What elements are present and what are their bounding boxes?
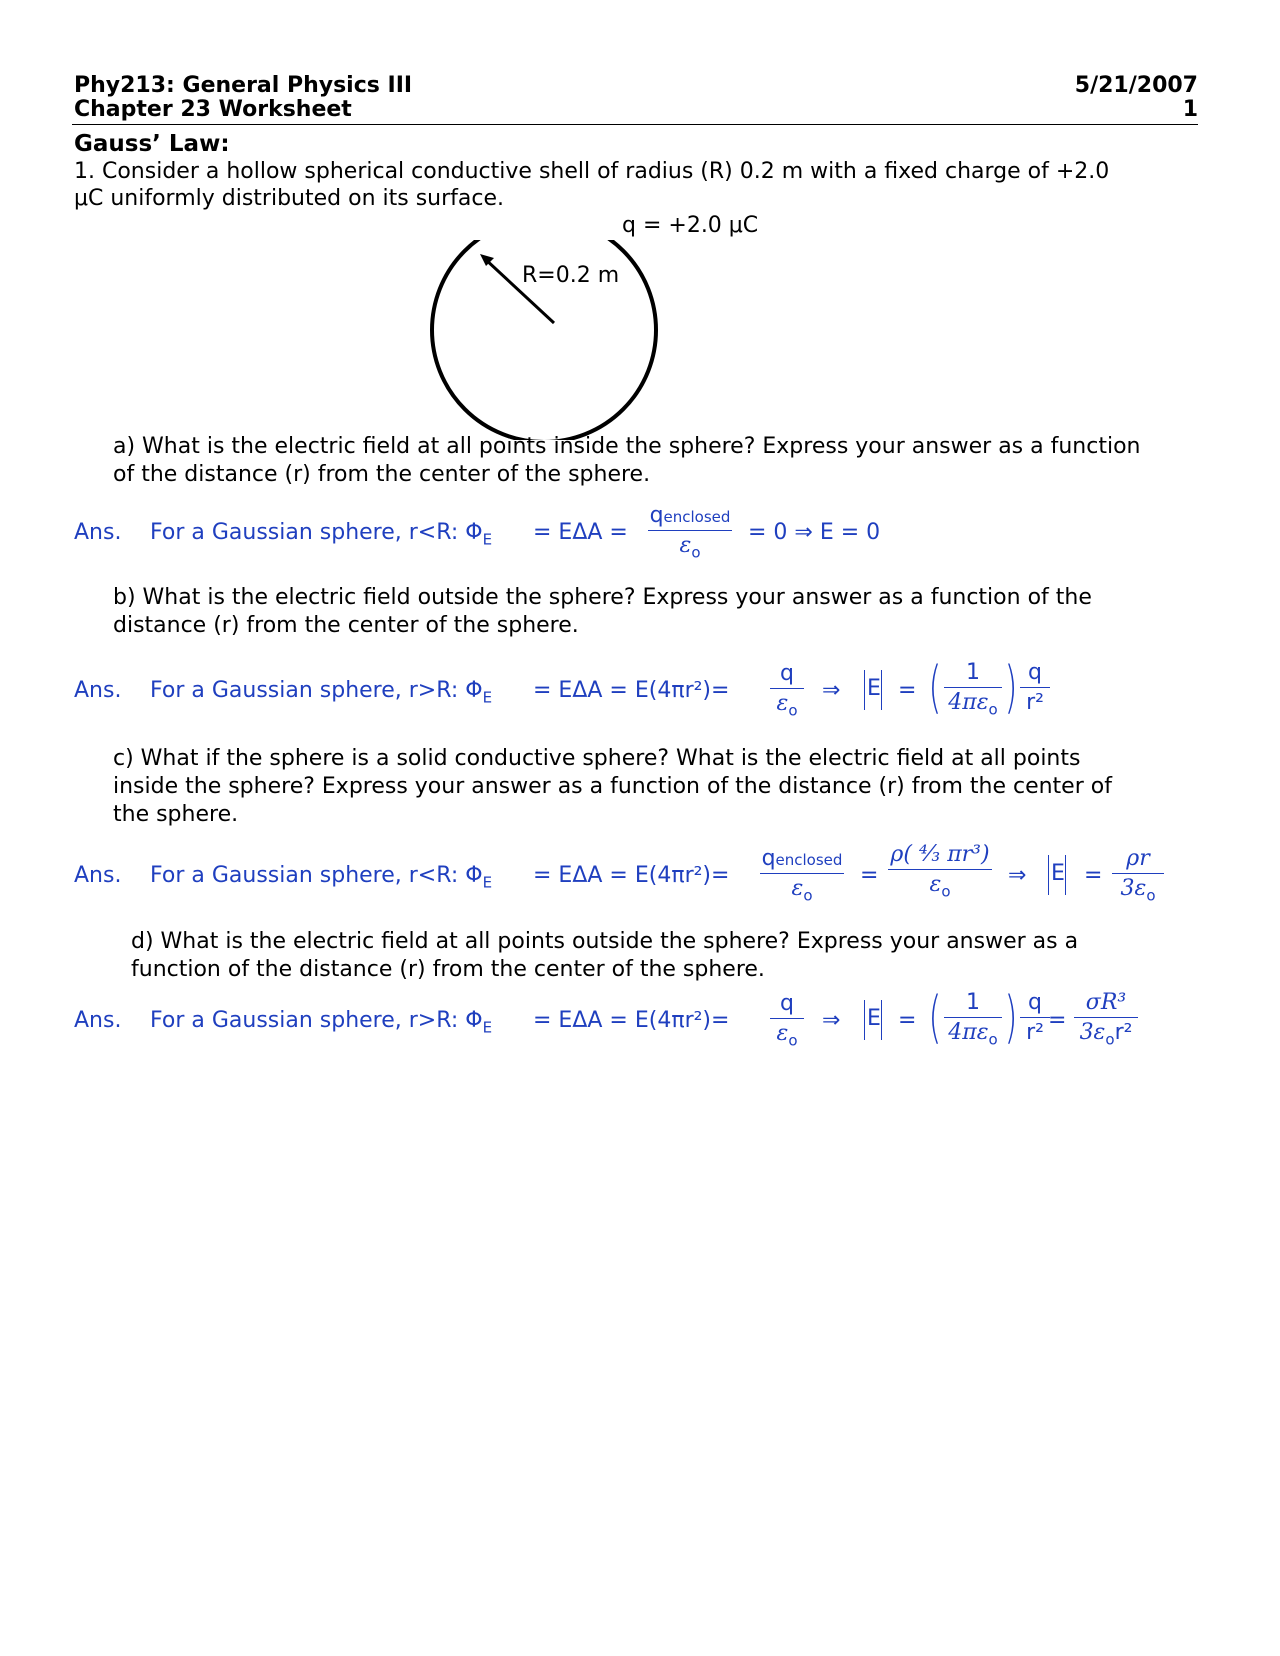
part-a-eq1: = EΔA =	[533, 520, 628, 545]
part-b-arrow: ⇒	[822, 678, 841, 703]
part-c-eqsign: =	[860, 863, 879, 888]
part-d-eqsign: =	[898, 1008, 917, 1033]
part-b-coef-fraction: 1 $4\pi\varepsilon_o$	[944, 660, 1002, 718]
part-d-ans-text: For a Gaussian sphere, r>R: $\Phi_E$	[150, 1008, 493, 1037]
page-number: 1	[1182, 97, 1198, 122]
part-b-question-line1: b) What is the electric field outside the sphere? Express your answer as a function of the	[113, 585, 1092, 610]
part-d-paren-left: (	[928, 985, 942, 1050]
part-d-question-line1: d) What is the electric field at all points outside the sphere? Express your answer as a	[131, 929, 1079, 954]
radius-label: R=0.2 m	[522, 263, 620, 288]
part-b-eqsign: =	[898, 678, 917, 703]
part-d-arrow: ⇒	[822, 1008, 841, 1033]
part-a-eq2: = 0 ⇒ E = 0	[748, 520, 881, 545]
part-b-E: E	[867, 676, 881, 701]
problem-intro-line2: μC uniformly distributed on its surface.	[74, 186, 505, 211]
part-c-eqsign2: =	[1084, 863, 1103, 888]
part-c-arrow: ⇒	[1008, 863, 1027, 888]
part-d-coef-fraction: 1 $4\pi\varepsilon_o$	[944, 990, 1002, 1048]
part-a-question-line1: a) What is the electric field at all points inside the sphere? Express your answer as a function	[113, 434, 1141, 459]
header-divider	[72, 124, 1198, 125]
section-title: Gauss’ Law:	[74, 131, 230, 157]
part-d-fraction: q $\varepsilon_o$	[770, 991, 804, 1049]
part-c-ans-text: For a Gaussian sphere, r<R: $\Phi_E$	[150, 863, 493, 892]
part-c-ans-label: Ans.	[74, 863, 122, 888]
part-b-paren-right: )	[1004, 655, 1018, 720]
part-b-paren-left: (	[928, 655, 942, 720]
part-a-ans-text: For a Gaussian sphere, r<R: $\Phi_E$	[150, 520, 493, 549]
part-a-ans-label: Ans.	[74, 520, 122, 545]
part-d-paren-right: )	[1004, 985, 1018, 1050]
charge-label: q = +2.0 μC	[622, 213, 759, 238]
part-c-question-line2: inside the sphere? Express your answer as a function of the distance (r) from the center of	[113, 774, 1112, 799]
part-b-fraction: q $\varepsilon_o$	[770, 661, 804, 719]
part-b-eq1: = EΔA = E(4πr²)=	[533, 678, 730, 703]
part-d-question-line2: function of the distance (r) from the center of the sphere.	[131, 957, 765, 982]
part-d-eq-end: =	[1048, 1008, 1067, 1033]
date: 5/21/2007	[1074, 73, 1198, 98]
problem-intro-line1: 1. Consider a hollow spherical conductive shell of radius (R) 0.2 m with a fixed charge of +2.0	[74, 159, 1110, 184]
part-c-E: E	[1051, 861, 1065, 886]
part-c-fraction: qenclosed $\varepsilon_o$	[761, 846, 843, 905]
part-b-ans-label: Ans.	[74, 678, 122, 703]
part-d-eq1: = EΔA = E(4πr²)=	[533, 1008, 730, 1033]
part-d-sigma-fraction: σR³ $3\varepsilon_or^2$	[1074, 990, 1138, 1048]
part-d-ans-label: Ans.	[74, 1008, 122, 1033]
part-c-eq1: = EΔA = E(4πr²)=	[533, 863, 730, 888]
part-b-ans-text: For a Gaussian sphere, r>R: $\Phi_E$	[150, 678, 493, 707]
part-b-question-line2: distance (r) from the center of the sphere.	[113, 613, 579, 638]
part-c-question-line1: c) What if the sphere is a solid conductive sphere? What is the electric field at all points	[113, 746, 1081, 771]
part-d-E: E	[867, 1006, 881, 1031]
part-c-rho-fraction: ρ( ⁴⁄₃ πr³) $\varepsilon_o$	[888, 842, 992, 900]
part-c-result-fraction: ρr $3\varepsilon_o$	[1112, 846, 1164, 904]
part-b-q-r2: q r²	[1020, 660, 1050, 715]
part-a-question-line2: of the distance (r) from the center of the sphere.	[113, 462, 651, 487]
part-c-question-line3: the sphere.	[113, 802, 239, 827]
part-d-q-r2: q r²	[1020, 990, 1050, 1045]
worksheet-title: Chapter 23 Worksheet	[74, 97, 352, 122]
part-a-fraction: qenclosed $\varepsilon_o$	[649, 503, 731, 562]
course-title: Phy213: General Physics III	[74, 73, 413, 98]
